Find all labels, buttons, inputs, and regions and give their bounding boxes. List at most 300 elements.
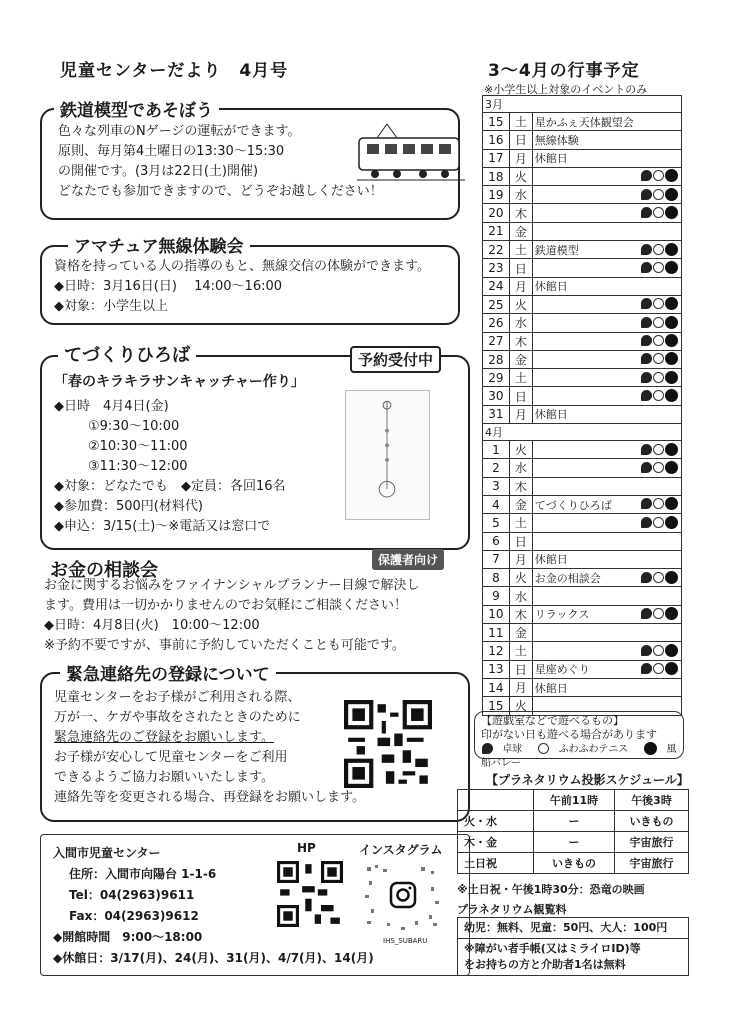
calendar-date: 25 xyxy=(483,295,510,313)
planetarium-am: ー xyxy=(534,811,615,832)
table-tennis-icon xyxy=(641,444,652,455)
balloon-volley-icon xyxy=(665,662,678,675)
soft-tennis-icon xyxy=(653,390,664,401)
events-calendar xyxy=(482,95,682,716)
table-tennis-icon xyxy=(641,645,652,656)
soft-tennis-icon xyxy=(653,298,664,309)
calendar-event xyxy=(532,350,681,368)
calendar-event xyxy=(532,369,681,387)
legend-soft-tennis-label: ふわふわテニス xyxy=(558,743,629,755)
calendar-day-row xyxy=(483,295,682,313)
calendar-date: 13 xyxy=(483,660,510,678)
emergency-contact-heading: 緊急連絡先の登録について xyxy=(60,660,276,685)
calendar-weekday: 木 xyxy=(509,605,532,623)
hp-qr-code[interactable] xyxy=(277,861,343,927)
contact-line: お子様が安心して児童センターをご利用 xyxy=(54,750,288,765)
calendar-event xyxy=(532,441,681,459)
calendar-day-row xyxy=(483,350,682,368)
calendar-weekday: 火 xyxy=(509,697,532,715)
center-info-section xyxy=(40,834,470,976)
balloon-volley-icon xyxy=(665,316,678,329)
calendar-date: 26 xyxy=(483,314,510,332)
soft-tennis-icon xyxy=(653,572,664,583)
table-tennis-icon xyxy=(641,317,652,328)
calendar-event-label: 星かふぇ天体観望会 xyxy=(534,115,634,129)
balloon-volley-icon xyxy=(665,297,678,310)
activity-icons xyxy=(640,388,678,402)
opening-hours: ◆開館時間 9:00～18:00 xyxy=(53,930,203,944)
closed-days: ◆休館日：3/17(月)、24(月)、31(月)、4/7(月)、14(月) xyxy=(53,951,374,965)
soft-tennis-icon xyxy=(653,189,664,200)
calendar-month-row xyxy=(483,96,682,113)
calendar-date: 29 xyxy=(483,369,510,387)
money-line: ◆日時：4月8日(火) 10:00～12:00 xyxy=(44,618,260,633)
craft-line: ◆申込：3/15(土)～※電話又は窓口で xyxy=(54,519,271,534)
calendar-date: 19 xyxy=(483,186,510,204)
calendar-month-label: 4月 xyxy=(483,424,682,441)
calendar-weekday: 土 xyxy=(509,642,532,660)
train-line: 色々な列車のNゲージの運転ができます。 xyxy=(58,124,301,139)
planetarium-row xyxy=(458,811,689,832)
radio-line: 資格を持っている人の指導のもと、無線交信の体験ができます。 xyxy=(54,259,430,274)
calendar-event xyxy=(532,167,681,185)
calendar-weekday: 月 xyxy=(509,405,532,423)
calendar-event xyxy=(532,495,681,513)
calendar-weekday: 木 xyxy=(509,477,532,495)
calendar-weekday: 月 xyxy=(509,277,532,295)
table-tennis-icon xyxy=(641,335,652,346)
activity-icons xyxy=(640,352,678,366)
train-line: の開催です。(3月は22日(土)開催) xyxy=(58,164,259,179)
calendar-weekday: 日 xyxy=(509,532,532,550)
calendar-event xyxy=(532,314,681,332)
balloon-volley-icon xyxy=(665,188,678,201)
balloon-volley-icon xyxy=(665,371,678,384)
calendar-weekday: 日 xyxy=(509,259,532,277)
calendar-date: 5 xyxy=(483,514,510,532)
calendar-day-row xyxy=(483,241,682,259)
legend-balloon-volley-label: 風船バレー xyxy=(481,743,677,769)
activity-icons xyxy=(640,297,678,311)
legend-table-tennis xyxy=(481,744,528,755)
calendar-day-row xyxy=(483,405,682,423)
calendar-date: 2 xyxy=(483,459,510,477)
calendar-date: 4 xyxy=(483,495,510,513)
calendar-weekday: 金 xyxy=(509,495,532,513)
calendar-date: 30 xyxy=(483,387,510,405)
activity-icons xyxy=(640,662,678,676)
calendar-event-label: 無線体験 xyxy=(534,133,579,147)
ham-radio-section xyxy=(40,237,460,325)
calendar-weekday: 日 xyxy=(509,660,532,678)
calendar-weekday: 金 xyxy=(509,350,532,368)
activity-icons xyxy=(640,442,678,456)
planetarium-pm: 宇宙旅行 xyxy=(615,832,689,853)
balloon-volley-icon xyxy=(665,206,678,219)
train-model-heading: 鉄道模型であそぼう xyxy=(54,96,219,121)
calendar-date: 15 xyxy=(483,113,510,131)
calendar-note: ※小学生以上対象のイベントのみ xyxy=(484,83,648,96)
balloon-volley-icon xyxy=(665,607,678,620)
calendar-event xyxy=(532,241,681,259)
calendar-event xyxy=(532,204,681,222)
calendar-day-row xyxy=(483,459,682,477)
table-tennis-icon xyxy=(641,517,652,528)
calendar-date: 17 xyxy=(483,149,510,167)
calendar-date: 6 xyxy=(483,532,510,550)
calendar-weekday: 金 xyxy=(509,222,532,240)
calendar-weekday: 火 xyxy=(509,167,532,185)
calendar-event-label: 休館日 xyxy=(534,152,568,166)
calendar-event xyxy=(532,477,681,495)
money-line: ※予約不要ですが、事前に予約していただくことも可能です。 xyxy=(44,638,405,653)
dinosaur-movie-note: ※土日祝・午後1時30分：恐竜の映画 xyxy=(457,883,645,896)
activity-icons xyxy=(640,260,678,274)
calendar-event xyxy=(532,569,681,587)
activity-icons xyxy=(640,497,678,511)
planetarium-header-cell: 午後3時 xyxy=(615,790,689,811)
calendar-day-row xyxy=(483,587,682,605)
calendar-month-label: 3月 xyxy=(483,96,682,113)
table-tennis-icon xyxy=(641,189,652,200)
soft-tennis-icon xyxy=(653,444,664,455)
reservation-open-badge: 予約受付中 xyxy=(350,346,441,373)
activity-icons xyxy=(640,334,678,348)
calendar-event-label: 休館日 xyxy=(534,408,568,422)
soft-tennis-icon xyxy=(653,663,664,674)
instagram-qr-code[interactable] xyxy=(361,861,445,935)
calendar-event xyxy=(532,295,681,313)
craft-line: ◆対象：どなたでも ◆定員：各回16名 xyxy=(54,479,286,494)
calendar-weekday: 水 xyxy=(509,314,532,332)
calendar-event xyxy=(532,387,681,405)
for-parents-badge: 保護者向け xyxy=(372,549,444,570)
craft-line: ◆参加費：500円(材料代) xyxy=(54,499,203,514)
radio-line: ◆対象：小学生以上 xyxy=(54,299,168,314)
emergency-contact-section xyxy=(40,665,470,822)
calendar-date: 3 xyxy=(483,477,510,495)
train-line: どなたでも参加できますので、どうぞお越しください！ xyxy=(58,184,383,199)
calendar-day-row xyxy=(483,149,682,167)
soft-tennis-icon xyxy=(538,743,549,754)
table-tennis-icon xyxy=(641,207,652,218)
calendar-day-row xyxy=(483,131,682,149)
soft-tennis-icon xyxy=(653,207,664,218)
contact-line: できるようご協力お願いいたします。 xyxy=(54,770,274,785)
contact-line: 緊急連絡先のご登録をお願いします。 xyxy=(54,730,274,745)
calendar-date: 12 xyxy=(483,642,510,660)
calendar-weekday: 水 xyxy=(509,186,532,204)
calendar-weekday: 水 xyxy=(509,459,532,477)
center-tel: Tel：04(2963)9611 xyxy=(69,888,195,902)
calendar-date: 27 xyxy=(483,332,510,350)
calendar-date: 21 xyxy=(483,222,510,240)
balloon-volley-icon xyxy=(665,644,678,657)
calendar-date: 15 xyxy=(483,697,510,715)
calendar-event xyxy=(532,605,681,623)
calendar-weekday: 金 xyxy=(509,624,532,642)
activity-icons xyxy=(640,570,678,584)
contact-line: 児童センターをお子様がご利用される際、 xyxy=(54,690,301,705)
calendar-day-row xyxy=(483,642,682,660)
soft-tennis-icon xyxy=(653,517,664,528)
craft-subtitle: 「春のキラキラサンキャッチャー作り」 xyxy=(54,374,305,390)
calendar-day-row xyxy=(483,186,682,204)
planetarium-pm: 宇宙旅行 xyxy=(615,853,689,874)
balloon-volley-icon xyxy=(665,497,678,510)
activity-icons xyxy=(640,370,678,384)
calendar-weekday: 水 xyxy=(509,587,532,605)
table-tennis-icon xyxy=(641,572,652,583)
soft-tennis-icon xyxy=(653,462,664,473)
calendar-day-row xyxy=(483,514,682,532)
calendar-event xyxy=(532,550,681,568)
calendar-event xyxy=(532,405,681,423)
calendar-day-row xyxy=(483,569,682,587)
activity-icons xyxy=(640,643,678,657)
activity-icons xyxy=(640,187,678,201)
table-tennis-icon xyxy=(641,298,652,309)
calendar-event xyxy=(532,332,681,350)
calendar-weekday: 日 xyxy=(509,131,532,149)
soft-tennis-icon xyxy=(653,608,664,619)
balloon-volley-icon xyxy=(644,742,657,755)
instagram-handle: IHS_SUBARU xyxy=(383,937,428,945)
planetarium-am: ー xyxy=(534,832,615,853)
center-address: 住所：入間市向陽台 1-1-6 xyxy=(69,867,217,881)
table-tennis-icon xyxy=(641,244,652,255)
balloon-volley-icon xyxy=(665,516,678,529)
soft-tennis-icon xyxy=(653,262,664,273)
money-consultation-heading: お金の相談会 xyxy=(44,556,164,582)
calendar-weekday: 土 xyxy=(509,241,532,259)
planetarium-fee-box xyxy=(457,917,689,976)
calendar-date: 7 xyxy=(483,550,510,568)
calendar-day-row xyxy=(483,387,682,405)
legend-soft-tennis xyxy=(537,744,634,755)
calendar-date: 22 xyxy=(483,241,510,259)
balloon-volley-icon xyxy=(665,334,678,347)
calendar-event xyxy=(532,514,681,532)
calendar-day-row xyxy=(483,678,682,696)
balloon-volley-icon xyxy=(665,389,678,402)
calendar-day-row xyxy=(483,550,682,568)
calendar-date: 24 xyxy=(483,277,510,295)
calendar-day-row xyxy=(483,660,682,678)
craft-line: ②10:30～11:00 xyxy=(88,439,188,454)
soft-tennis-icon xyxy=(653,498,664,509)
activity-icons xyxy=(640,169,678,183)
calendar-event xyxy=(532,131,681,149)
craft-line: ③11:30～12:00 xyxy=(88,459,188,474)
calendar-day-row xyxy=(483,624,682,642)
planetarium-row xyxy=(458,832,689,853)
play-items-note: 印がない日も遊べる場合があります xyxy=(481,728,657,741)
table-tennis-icon xyxy=(641,170,652,181)
soft-tennis-icon xyxy=(653,170,664,181)
calendar-date: 23 xyxy=(483,259,510,277)
planetarium-schedule xyxy=(457,789,689,874)
fee-exemption-note xyxy=(458,939,688,975)
calendar-event-label: 休館日 xyxy=(534,681,568,695)
table-tennis-icon xyxy=(641,608,652,619)
calendar-date: 16 xyxy=(483,131,510,149)
calendar-date: 31 xyxy=(483,405,510,423)
calendar-month-row xyxy=(483,424,682,441)
calendar-date: 14 xyxy=(483,678,510,696)
calendar-weekday: 火 xyxy=(509,441,532,459)
instagram-label: インスタグラム xyxy=(359,843,443,857)
money-line: ます。費用は一切かかりませんのでお気軽にご相談ください！ xyxy=(44,598,407,613)
calendar-weekday: 月 xyxy=(509,149,532,167)
calendar-event xyxy=(532,660,681,678)
balloon-volley-icon xyxy=(665,261,678,274)
center-fax: Fax：04(2963)9612 xyxy=(69,909,199,923)
train-line: 原則、毎月第4土曜日の13:30～15:30 xyxy=(58,144,285,159)
money-line: お金に関するお悩みをファイナンシャルプランナー目線で解決し xyxy=(44,578,420,593)
center-name: 入間市児童センター xyxy=(53,846,161,860)
activity-icons xyxy=(640,315,678,329)
contact-line: 連絡先等を変更される場合、再登録をお願いします。 xyxy=(54,790,365,805)
calendar-event-label: リラックス xyxy=(534,608,590,622)
calendar-event xyxy=(532,149,681,167)
calendar-weekday: 月 xyxy=(509,678,532,696)
calendar-event xyxy=(532,186,681,204)
calendar-date: 28 xyxy=(483,350,510,368)
calendar-day-row xyxy=(483,369,682,387)
balloon-volley-icon xyxy=(665,352,678,365)
calendar-event xyxy=(532,222,681,240)
radio-line: ◆日時：3月16日(日) 14:00～16:00 xyxy=(54,279,283,294)
calendar-event xyxy=(532,532,681,550)
soft-tennis-icon xyxy=(653,244,664,255)
table-tennis-icon xyxy=(641,262,652,273)
table-tennis-icon xyxy=(641,390,652,401)
calendar-weekday: 月 xyxy=(509,550,532,568)
calendar-date: 10 xyxy=(483,605,510,623)
activity-icons xyxy=(640,515,678,529)
craft-heading: てづくりひろば xyxy=(58,341,196,367)
calendar-event-label: 休館日 xyxy=(534,553,568,567)
planetarium-header-row xyxy=(458,790,689,811)
balloon-volley-icon xyxy=(665,461,678,474)
table-tennis-icon xyxy=(641,353,652,364)
calendar-day-row xyxy=(483,222,682,240)
calendar-event-label: 鉄道模型 xyxy=(534,243,579,257)
calendar-title: 3～4月の行事予定 xyxy=(488,61,640,81)
calendar-weekday: 火 xyxy=(509,569,532,587)
craft-line: ①9:30～10:00 xyxy=(88,419,180,434)
emergency-qr-code[interactable] xyxy=(344,700,432,788)
planetarium-title: 【プラネタリウム投影スケジュール】 xyxy=(486,773,689,787)
planetarium-am: いきもの xyxy=(534,853,615,874)
fee-exemption-line2: をお持ちの方と介助者1名は無料 xyxy=(464,958,626,971)
table-tennis-icon xyxy=(641,498,652,509)
calendar-day-row xyxy=(483,441,682,459)
calendar-event-label: お金の相談会 xyxy=(534,571,601,585)
calendar-weekday: 土 xyxy=(509,369,532,387)
calendar-weekday: 木 xyxy=(509,332,532,350)
calendar-day-row xyxy=(483,314,682,332)
planetarium-header-cell xyxy=(458,790,534,811)
contact-line: 万が一、ケガや事故をされたときのために xyxy=(54,710,301,725)
activity-icons xyxy=(640,460,678,474)
calendar-weekday: 木 xyxy=(509,204,532,222)
activity-icons xyxy=(640,242,678,256)
balloon-volley-icon xyxy=(665,243,678,256)
balloon-volley-icon xyxy=(665,169,678,182)
calendar-day-row xyxy=(483,605,682,623)
suncatcher-photo xyxy=(345,390,430,520)
calendar-event xyxy=(532,277,681,295)
calendar-event xyxy=(532,587,681,605)
planetarium-day: 木・金 xyxy=(458,832,534,853)
planetarium-day: 土日祝 xyxy=(458,853,534,874)
table-tennis-icon xyxy=(482,743,493,754)
ham-radio-heading: アマチュア無線体験会 xyxy=(68,232,250,257)
play-items-title: 【遊戯室などで遊べるもの】 xyxy=(481,714,624,727)
calendar-event xyxy=(532,259,681,277)
activity-icons xyxy=(640,607,678,621)
calendar-event xyxy=(532,678,681,696)
activity-icons xyxy=(640,205,678,219)
balloon-volley-icon xyxy=(665,571,678,584)
planetarium-fee-title: プラネタリウム観覧料 xyxy=(457,903,567,916)
balloon-volley-icon xyxy=(665,443,678,456)
calendar-day-row xyxy=(483,113,682,131)
table-tennis-icon xyxy=(641,462,652,473)
legend-table-tennis-label: 卓球 xyxy=(502,743,523,755)
calendar-event-label: てづくりひろば xyxy=(534,498,612,512)
fee-exemption-line1: ※障がい者手帳(又はミライロID)等 xyxy=(464,942,641,955)
calendar-date: 18 xyxy=(483,167,510,185)
planetarium-day: 火・水 xyxy=(458,811,534,832)
calendar-day-row xyxy=(483,477,682,495)
soft-tennis-icon xyxy=(653,317,664,328)
calendar-event xyxy=(532,642,681,660)
play-items-box xyxy=(474,711,684,769)
planetarium-notes xyxy=(457,880,645,920)
calendar-day-row xyxy=(483,532,682,550)
calendar-date: 8 xyxy=(483,569,510,587)
calendar-event-label: 休館日 xyxy=(534,280,568,294)
soft-tennis-icon xyxy=(653,645,664,656)
planetarium-header-cell: 午前11時 xyxy=(534,790,615,811)
calendar-weekday: 火 xyxy=(509,295,532,313)
newsletter-title: 児童センターだより 4月号 xyxy=(60,61,289,81)
calendar-weekday: 日 xyxy=(509,387,532,405)
train-illustration xyxy=(357,118,467,188)
calendar-event xyxy=(532,459,681,477)
planetarium-pm: いきもの xyxy=(615,811,689,832)
calendar-day-row xyxy=(483,332,682,350)
calendar-day-row xyxy=(483,167,682,185)
soft-tennis-icon xyxy=(653,353,664,364)
calendar-event xyxy=(532,624,681,642)
calendar-date: 20 xyxy=(483,204,510,222)
soft-tennis-icon xyxy=(653,335,664,346)
calendar-date: 9 xyxy=(483,587,510,605)
calendar-date: 1 xyxy=(483,441,510,459)
table-tennis-icon xyxy=(641,372,652,383)
planetarium-row xyxy=(458,853,689,874)
train-model-section xyxy=(40,101,460,220)
calendar-date: 11 xyxy=(483,624,510,642)
calendar-weekday: 土 xyxy=(509,514,532,532)
calendar-day-row xyxy=(483,495,682,513)
calendar-day-row xyxy=(483,259,682,277)
planetarium-fee: 幼児：無料、児童：50円、大人：100円 xyxy=(458,918,688,939)
